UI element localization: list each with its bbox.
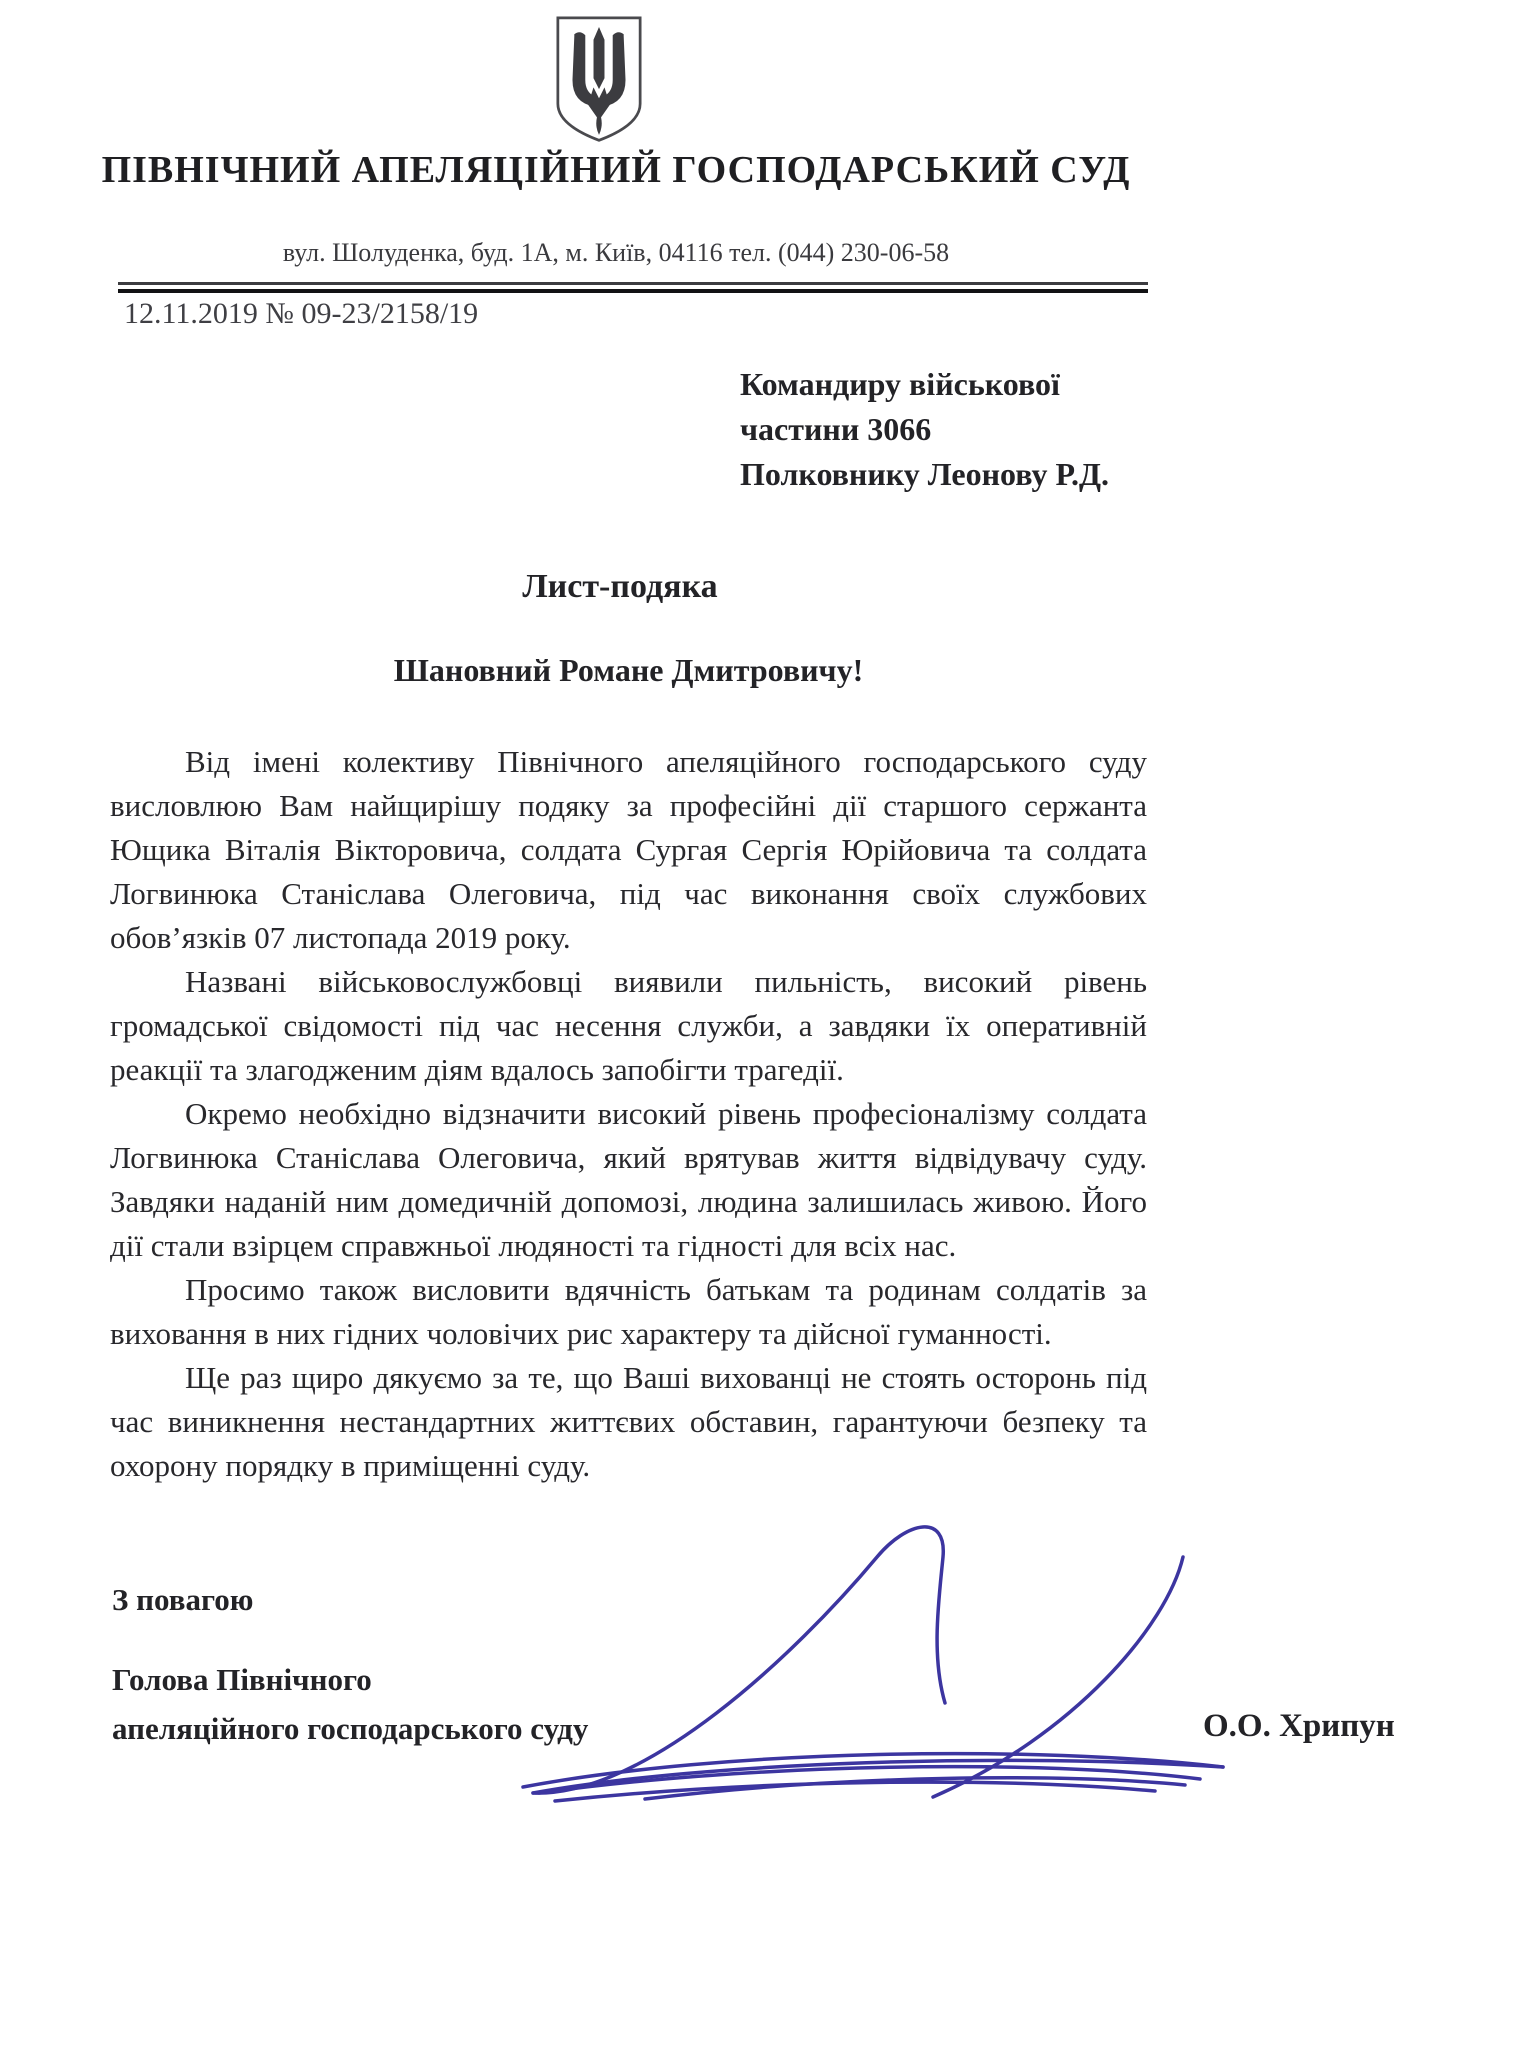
recipient-line: частини 3066 [740,411,932,447]
closing-salutation: З повагою [112,1582,254,1617]
court-name: ПІВНІЧНИЙ АПЕЛЯЦІЙНИЙ ГОСПОДАРСЬКИЙ СУД [101,149,1131,191]
position-line: Голова Північного [112,1662,372,1697]
handwritten-signature-icon [495,1495,1265,1825]
recipient-line: Полковнику Леонову Р.Д. [740,456,1109,492]
letterhead-divider [118,282,1148,293]
salutation: Шановний Романе Дмитровичу! [393,652,864,688]
paragraph: Від імені колективу Північного апеляційного господарського суду висловлюю Вам найщирішу подяку за професійні дії старшого сержанта Ющика Віталія Вікторовича, солдата Сургая Сергія Юрійовича та солдата Логвинюка Станіслава Олеговича, під час виконання своїх службових обов’язків 07 листопада 2019 року. [110,744,1147,955]
reference-line: 12.11.2019 № 09-23/2158/19 [124,297,479,330]
ukraine-trident-icon [553,16,645,144]
paragraph: Ще раз щиро дякуємо за те, що Ваші вихованці не стоять осторонь під час виникнення нестандартних життєвих обставин, гарантуючи безпеку та охорону порядку в приміщенні суду. [110,1360,1147,1483]
paragraph: Окремо необхідно відзначити високий рівень професіоналізму солдата Логвинюка Станіслава Олеговича, який врятував життя відвідувачу суду. Завдяки наданій ним домедичній допомозі, людина залишилась живою. Його дії стали взірцем справжньої людяності та гідності для всіх нас. [110,1096,1147,1263]
address-line: вул. Шолуденка, буд. 1А, м. Київ, 04116 тел. (044) 230-06-58 [282,238,950,267]
letter-title: Лист-подяка [522,568,718,605]
recipient-line: Командиру військової [740,366,1060,402]
paragraph: Названі військовослужбовці виявили пильність, високий рівень громадської свідомості під час несення служби, а завдяки їх оперативній реакції та злагодженим діям вдалось запобігти трагедії. [110,964,1147,1087]
signatory-name: О.О. Хрипун [1203,1708,1395,1744]
paragraph: Просимо також висловити вдячність батькам та родинам солдатів за виховання в них гідних чоловічих рис характеру та дійсної гуманності. [110,1272,1147,1351]
position-line: апеляційного господарського суду [112,1711,589,1746]
recipient-block [740,362,1160,497]
letter-body [110,740,1147,1488]
